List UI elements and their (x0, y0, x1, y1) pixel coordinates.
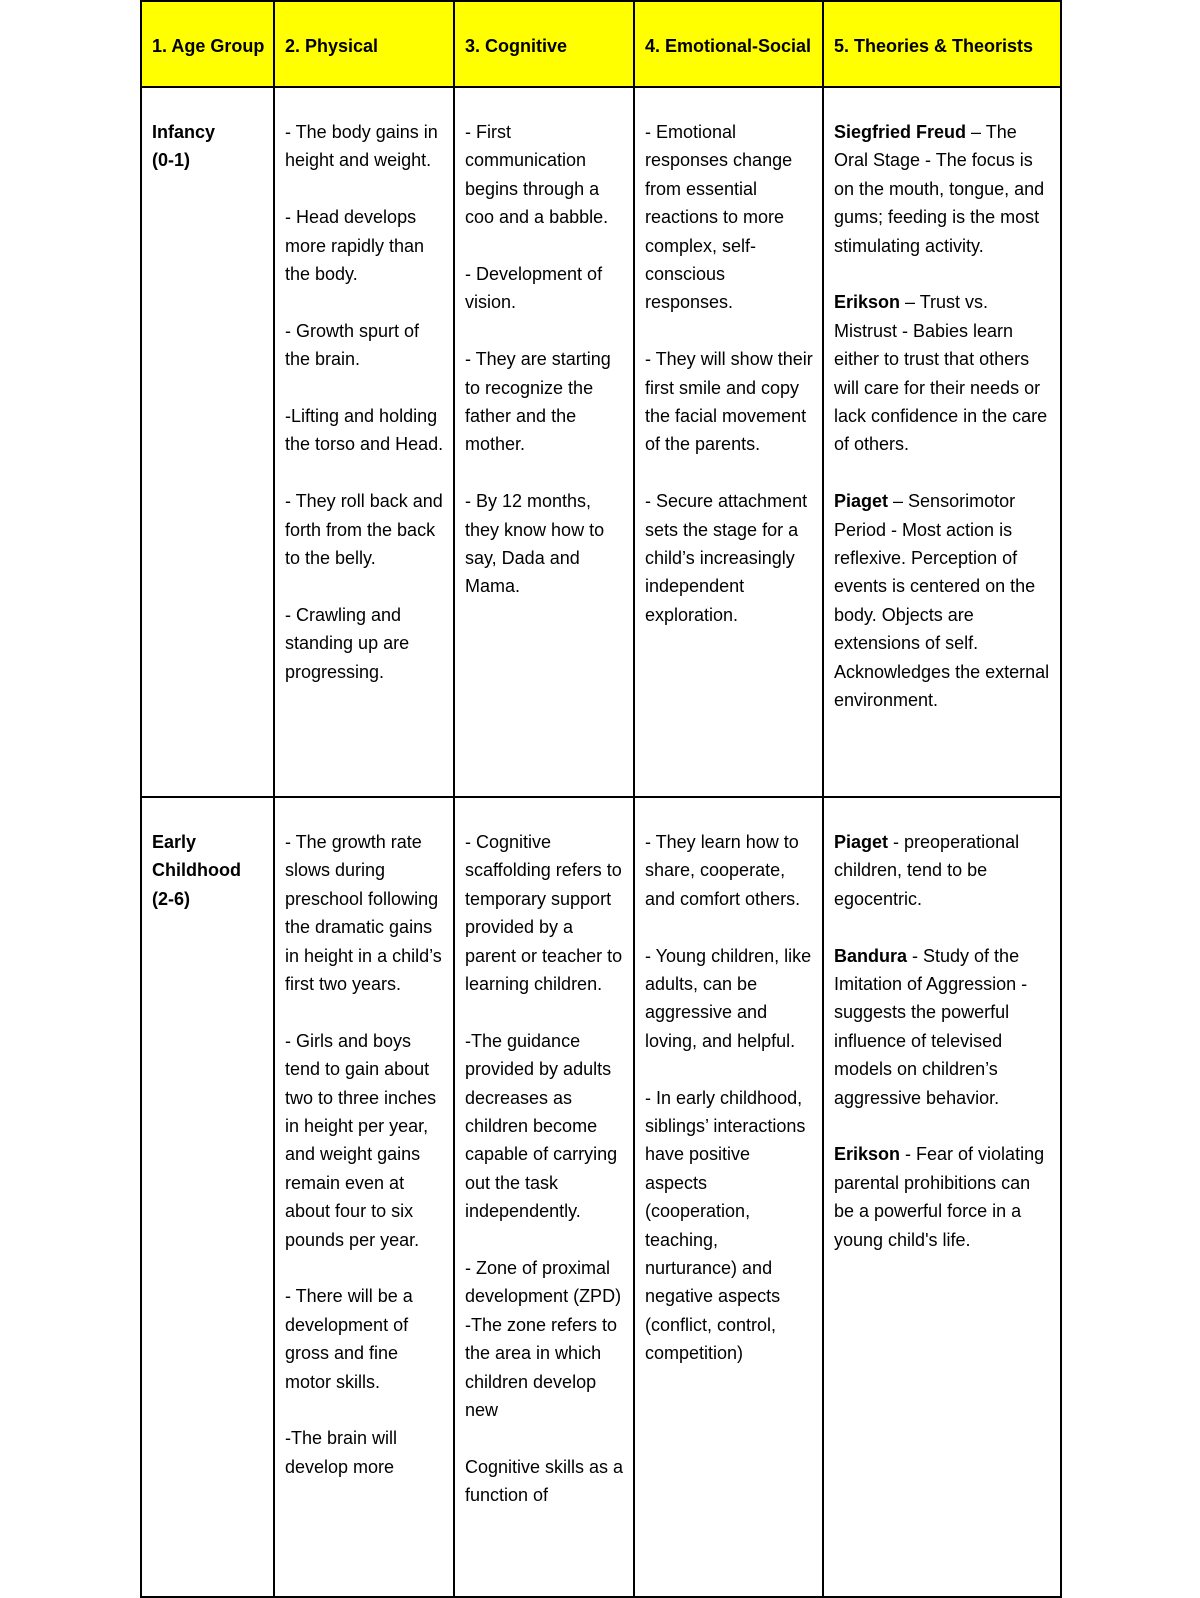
header-cognitive: 3. Cognitive (454, 1, 634, 87)
cognitive-item: - Zone of proximal development (ZPD) -The zone refers to the area in which children develop new (465, 1258, 622, 1421)
physical-item: - Crawling and standing up are progressing. (285, 604, 410, 682)
theory-item (834, 828, 1052, 913)
emotional-item: - Secure attachment sets the stage for a child’s increasingly independent exploration. (645, 491, 808, 625)
theorist-name: Erikson (834, 1144, 901, 1165)
theorist-name: Piaget (834, 491, 889, 512)
development-table (140, 0, 1062, 1598)
cognitive-item: - First communication begins through a coo and a babble. (465, 122, 609, 228)
cognitive-item: - By 12 months, they know how to say, Dada and Mama. (465, 491, 605, 597)
age-label: Infancy (152, 122, 216, 142)
age-cell (141, 797, 274, 1597)
theory-item (834, 942, 1052, 1112)
emotional-item: - Young children, like adults, can be aggressive and loving, and helpful. (645, 945, 812, 1051)
theory-text: - Fear of violating parental prohibitions can be a powerful force in a young child's life. (834, 1144, 1045, 1250)
physical-item: -The brain will develop more (285, 1428, 398, 1477)
physical-item: - There will be a development of gross and fine motor skills. (285, 1286, 413, 1392)
theorist-name: Siegfried Freud (834, 122, 967, 142)
age-range: (0-1) (152, 150, 191, 171)
emotional-item: - In early childhood, siblings’ interactions have positive aspects (cooperation, teaching, nurturance) and negative aspects (conflict, control, competition) (645, 1087, 806, 1364)
cognitive-item: Cognitive skills as a function of (465, 1456, 624, 1506)
table-row-early-childhood (141, 797, 1061, 1597)
emotional-item: - They will show their first smile and copy the facial movement of the parents. (645, 349, 813, 455)
theory-item (834, 118, 1052, 260)
cognitive-cell (454, 797, 634, 1597)
cognitive-item: - They are starting to recognize the father and the mother. (465, 349, 611, 455)
age-label: Childhood (152, 860, 241, 881)
header-physical: 2. Physical (274, 1, 454, 87)
theorist-name: Erikson (834, 292, 901, 313)
table-row-infancy (141, 87, 1061, 797)
cognitive-item: - Development of vision. (465, 264, 603, 313)
theory-text: – Sensorimotor Period - Most action is reflexive. Perception of events is centered on the body. Objects are extensions of self. Acknowledges the external environment. (834, 491, 1050, 711)
theories-cell (823, 87, 1061, 797)
theory-text: – The Oral Stage - The focus is on the mouth, tongue, and gums; feeding is the most stimulating activity. (834, 122, 1045, 256)
cognitive-item: -The guidance provided by adults decreases as children become capable of carrying out the task independently. (465, 1030, 618, 1222)
header-theories: 5. Theories & Theorists (823, 1, 1061, 87)
physical-item: - The body gains in height and weight. (285, 122, 438, 171)
physical-item: - The growth rate slows during preschool following the dramatic gains in height in a child’s first two years. (285, 832, 442, 995)
theory-text: - preoperational children, tend to be egocentric. (834, 832, 1020, 909)
physical-item: - Head develops more rapidly than the body. (285, 207, 425, 285)
physical-item: - They roll back and forth from the back to the belly. (285, 491, 443, 569)
emotional-cell (634, 797, 823, 1597)
cognitive-cell (454, 87, 634, 797)
theorist-name: Bandura (834, 945, 908, 966)
theories-cell (823, 797, 1061, 1597)
physical-item: - Girls and boys tend to gain about two to three inches in height per year, and weight gains remain even at about four to six pounds per year. (285, 1030, 437, 1250)
physical-item: - Growth spurt of the brain. (285, 320, 420, 370)
age-range: (2-6) (152, 888, 191, 909)
emotional-item: - Emotional responses change from essential reactions to more complex, self-conscious responses. (645, 122, 793, 313)
physical-cell (274, 87, 454, 797)
theorist-name: Piaget (834, 832, 889, 852)
theory-text: - Study of the Imitation of Aggression - suggests the powerful influence of televised models on children’s aggressive behavior. (834, 945, 1028, 1108)
physical-cell (274, 797, 454, 1597)
age-label: Early (152, 832, 197, 852)
header-emotional-social: 4. Emotional-Social (634, 1, 823, 87)
header-age-group: 1. Age Group (141, 1, 274, 87)
cognitive-item: - Cognitive scaffolding refers to temporary support provided by a parent or teacher to learning children. (465, 832, 623, 995)
theory-item (834, 1140, 1052, 1254)
emotional-cell (634, 87, 823, 797)
header-row (141, 1, 1061, 87)
physical-item: -Lifting and holding the torso and Head. (285, 406, 444, 455)
theory-item (834, 487, 1052, 714)
emotional-item: - They learn how to share, cooperate, and comfort others. (645, 832, 801, 909)
age-cell (141, 87, 274, 797)
theory-item (834, 288, 1052, 458)
theory-text: – Trust vs. Mistrust - Babies learn either to trust that others will care for their needs or lack confidence in the care of others. (834, 292, 1048, 455)
